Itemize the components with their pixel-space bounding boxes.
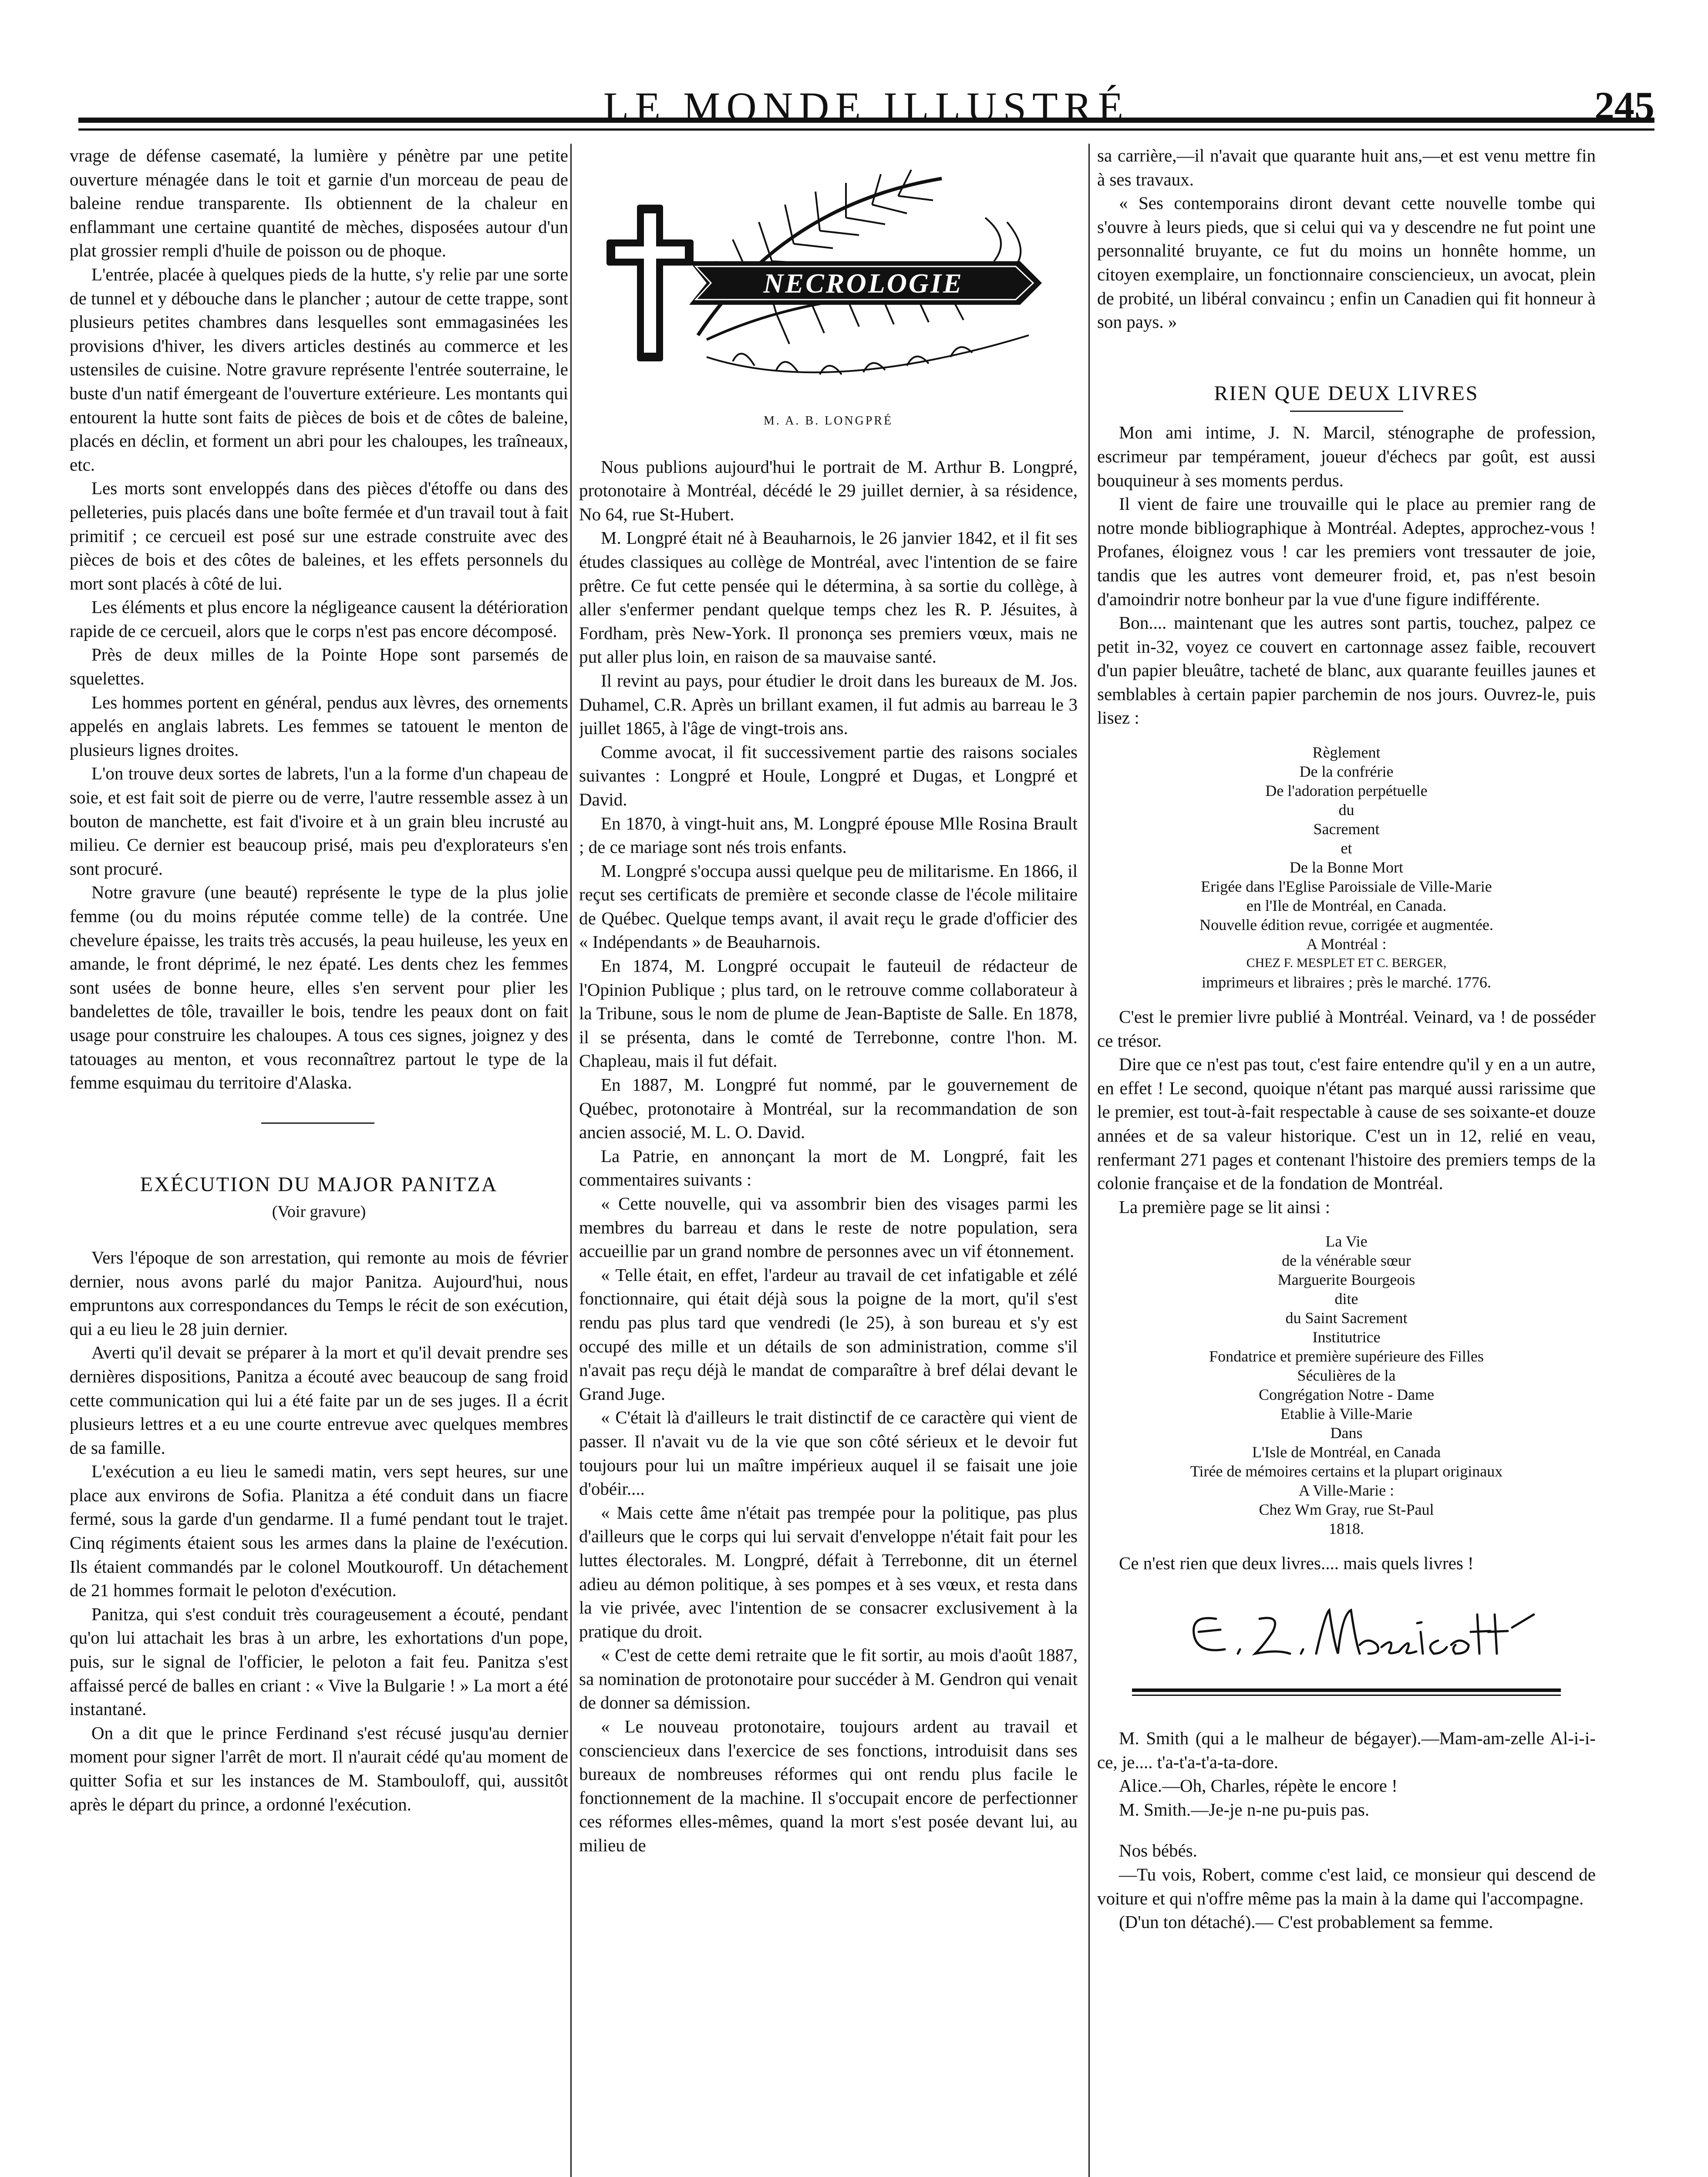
title-line: Institutrice bbox=[1312, 1328, 1381, 1346]
article-paragraph: M. Longpré était né à Beauharnois, le 26 janvier 1842, et il fit ses études classiques au collège de Montréal, avec l'intention de se faire prêtre. Ce fut cette pensée qui le détermina, à sa sortie du collège, à aller s'enfermer pendant quelque temps chez les R. P. Jésuites, à Fordham, près New-York. Il prononça ses premiers vœux, mais ne put aller plus loin, en raison de sa mauvaise santé. bbox=[579, 528, 1078, 667]
banner-text: NECROLOGIE bbox=[763, 268, 963, 299]
article-paragraph: Notre gravure (une beauté) représente le type de la plus jolie femme (ou du moins réputée comme telle) de la contrée. Une chevelure épaisse, les traits très accusés, la peau huileuse, les yeux en amande, le front déprimé, le nez épaté. Les dents chez les femmes sont usées de bonne heure, elles s'en servent pour plier les bandelettes de tôle, travailler le bois, tendre les peaux dont on fait usage pour construire les chaloupes. A tous ces signes, joignez y des tatouages au menton, et vous reconnaîtrez partout le type de la femme esquimau du territoire d'Alaska. bbox=[70, 882, 568, 1093]
article-paragraph: Panitza, qui s'est conduit très courageusement a écouté, pendant qu'on lui attachait les bras à un arbre, les exhortations d'un pope, puis, sur le signal de l'officier, le peloton a fait feu. Panitza s'est affaissé percé de balles en criant : « Vive la Bulgarie ! » La mort a été instantané. bbox=[70, 1604, 568, 1719]
article-paragraph: « Cette nouvelle, qui va assombrir bien des visages parmi les membres du barreau et dans le reste de notre population, sera accueillie par un grand nombre de personnes avec un vif étonnement. bbox=[579, 1193, 1078, 1261]
signature-image bbox=[1151, 1588, 1543, 1671]
article-paragraph: Ce n'est rien que deux livres.... mais quels livres ! bbox=[1119, 1553, 1474, 1574]
article-paragraph: Près de deux milles de la Pointe Hope sont parsemés de squelettes. bbox=[70, 644, 568, 689]
title-line: L'Isle de Montréal, en Canada bbox=[1252, 1443, 1441, 1461]
article-paragraph: Bon.... maintenant que les autres sont partis, touchez, palpez ce petit in-32, voyez ce couvert en cartonnage assez faible, recouvert d'un papier bleuâtre, tacheté de blanc, aux quarante feuilles jaunes et semblables à certain papier parchemin de nos jours. Ouvrez-le, puis lisez : bbox=[1097, 613, 1596, 728]
joke-paragraph: M. Smith (qui a le malheur de bégayer).—Mam-am-zelle Al-i-i-ce, je.... t'a-t'a-t'a-ta-dore. bbox=[1097, 1728, 1596, 1772]
title-line: La Vie bbox=[1325, 1233, 1368, 1250]
title-line: Séculières de la bbox=[1297, 1367, 1396, 1385]
article-paragraph: « Ses contemporains diront devant cette nouvelle tombe qui s'ouvre à leurs pieds, que si celui qui va y descendre ne fut point une personnalité bruyante, ce fut du moins un honnête homme, un citoyen exemplaire, un fonctionnaire consciencieux, un avocat, plein de probité, un libéral convaincu ; enfin un Canadien qui fit honneur à son pays. » bbox=[1097, 193, 1596, 332]
title-line: du Saint Sacrement bbox=[1285, 1309, 1408, 1327]
column-3 bbox=[1097, 144, 1596, 2177]
column-divider bbox=[1088, 144, 1090, 2177]
column-2 bbox=[579, 144, 1078, 2177]
joke-paragraph: —Tu vois, Robert, comme c'est laid, ce monsieur qui descend de voiture et qui n'offre même pas la main à la dame qui l'accompagne. bbox=[1097, 1864, 1596, 1908]
title-line: Fondatrice et première supérieure des Filles bbox=[1209, 1348, 1484, 1365]
page-number: 245 bbox=[1594, 84, 1654, 128]
title-line: Sacrement bbox=[1313, 820, 1380, 838]
article-paragraph: Comme avocat, il fit successivement partie des raisons sociales suivantes : Longpré et Houle, Longpré et Dugas, et Longpré et David. bbox=[579, 741, 1078, 809]
title-line: A Montréal : bbox=[1306, 935, 1387, 953]
column-divider bbox=[570, 144, 572, 2177]
article-paragraph: Il revint au pays, pour étudier le droit dans les bureaux de M. Jos. Duhamel, C.R. Après un brillant examen, il fut admis au barreau le 3 juillet 1865, à l'âge de vingt-trois ans. bbox=[579, 670, 1078, 738]
book-title-page-1 bbox=[1097, 743, 1596, 992]
title-line: Tirée de mémoires certains et la plupart originaux bbox=[1190, 1463, 1503, 1480]
article-paragraph: L'exécution a eu lieu le samedi matin, vers sept heures, sur une place aux environs de Sofia. Planitza a été conduit dans un fiacre fermé, sous la garde d'un gendarme. Il a fumé pendant tout le trajet. Cinq régiments étaient sous les armes dans la plaine de l'exécution. Ils étaient commandés par le colonel Moutkouroff. Un détachement de 21 hommes formait le peloton d'exécution. bbox=[70, 1461, 568, 1601]
title-line: Erigée dans l'Eglise Paroissiale de Ville-Marie bbox=[1201, 878, 1492, 896]
necrologie-banner-illustration bbox=[602, 152, 1055, 396]
article-paragraph: La première page se lit ainsi : bbox=[1119, 1196, 1330, 1217]
article-paragraph: Les morts sont enveloppés dans des pièces d'étoffe ou dans des pelleteries, puis placés dans une boîte fermée et d'un travail tout à fait primitif ; ce cercueil est posé sur une estrade construite avec des pièces de bois et des côtes de baleines, et les effets personnels du mort sont placés à côté de lui. bbox=[70, 478, 568, 593]
article-paragraph: L'on trouve deux sortes de labrets, l'un a la forme d'un chapeau de soie, et est fait soit de pierre ou de verre, l'autre ressemble assez à un bouton de manchette, est fait d'ivoire et à un grain bleu incrusté au milieu. Ce dernier est beaucoup prisé, mais peu d'explorateurs s'en sont procuré. bbox=[70, 763, 568, 879]
article-paragraph: « Telle était, en effet, l'ardeur au travail de cet infatigable et zélé fonctionnaire, qui était déjà sous la poigne de la mort, qu'il s'est rendu pas plus tard que vendredi (le 25), à son bureau et s'y est occupé des mille et un détails de son administration, comme s'il n'avait pas reçu déjà le mandat de comparaître à bref délai devant le Grand Juge. bbox=[579, 1264, 1078, 1404]
title-line: Nouvelle édition revue, corrigée et augmentée. bbox=[1199, 916, 1493, 934]
title-line: Congrégation Notre - Dame bbox=[1259, 1386, 1434, 1404]
section-double-rule bbox=[1132, 1688, 1561, 1696]
title-underline bbox=[1290, 411, 1403, 412]
section-title: EXÉCUTION DU MAJOR PANITZA bbox=[140, 1173, 498, 1196]
article-paragraph: « C'était là d'ailleurs le trait distinctif de ce caractère qui vient de passer. Il n'avait vu de la vie que son côté sérieux et le devoir fut toujours pour lui un maître impérieux auquel il se faisait une joie d'obéir.... bbox=[579, 1407, 1078, 1499]
joke-paragraph: (D'un ton détaché).— C'est probablement sa femme. bbox=[1119, 1912, 1493, 1932]
title-line: en l'Ile de Montréal, en Canada. bbox=[1246, 897, 1447, 915]
title-line: A Ville-Marie : bbox=[1298, 1482, 1395, 1500]
title-line: De la confrérie bbox=[1299, 763, 1394, 781]
article-paragraph: vrage de défense casematé, la lumière y pénètre par une petite ouverture ménagée dans le toit et garnie d'un morceau de peau de baleine rendue transparente. Ils obtiennent de la chaleur en enflammant une certaine quantité de mèches, disposées autour d'un plat grossier rempli d'huile de poisson ou de phoque. bbox=[70, 145, 568, 261]
article-paragraph: Il vient de faire une trouvaille qui le place au premier rang de notre monde bibliographique à Montréal. Adeptes, approchez-vous ! Profanes, éloignez vous ! car les premiers vont tressauter de joie, tandis que les autres vont demeurer froid, et, pas n'est besoin d'amoindrir notre bonheur par la vue d'une figure indifférente. bbox=[1097, 494, 1596, 609]
article-paragraph: Nous publions aujourd'hui le portrait de M. Arthur B. Longpré, protonotaire à Montréal, décédé le 29 juillet dernier, à sa résidence, No 64, rue St-Hubert. bbox=[579, 456, 1078, 524]
article-paragraph: On a dit que le prince Ferdinand s'est récusé jusqu'au dernier moment pour signer l'arrêt de mort. Il n'aurait cédé qu'au moment de quitter Sofia et sur les instances de M. Stambouloff, qui, aussitôt après le départ du prince, a ordonné l'exécution. bbox=[70, 1722, 568, 1814]
joke-paragraph: Nos bébés. bbox=[1119, 1840, 1197, 1861]
title-line: De l'adoration perpétuelle bbox=[1265, 782, 1428, 800]
column-1 bbox=[70, 144, 568, 2177]
title-line: imprimeurs et libraires ; près le marché. 1776. bbox=[1202, 974, 1491, 991]
joke-paragraph: M. Smith.—Je-je n-ne pu-puis pas. bbox=[1119, 1799, 1370, 1820]
portrait-caption: M. A. B. LONGPRÉ bbox=[763, 414, 893, 428]
title-line: et bbox=[1341, 839, 1352, 857]
article-paragraph: Les éléments et plus encore la négligeance causent la détérioration rapide de ce cercueil, alors que le corps n'est pas encore décomposé. bbox=[70, 597, 568, 641]
title-line: CHEZ F. MESPLET ET C. BERGER, bbox=[1246, 956, 1447, 971]
article-paragraph: Les hommes portent en général, pendus aux lèvres, des ornements appelés en anglais labrets. Les femmes se tatouent le menton de plusieurs lignes droites. bbox=[70, 692, 568, 760]
article-paragraph: La Patrie, en annonçant la mort de M. Longpré, fait les commentaires suivants : bbox=[579, 1146, 1078, 1190]
title-line: De la Bonne Mort bbox=[1290, 859, 1403, 876]
title-line: Dans bbox=[1330, 1424, 1363, 1442]
article-paragraph: Dire que ce n'est pas tout, c'est faire entendre qu'il y en a un autre, en effet ! Le second, quoique n'étant pas marqué aussi rarissime que le premier, est tout-à-fait respectable à cause de ses soixante-et douze années et de sa valeur historique. C'est un in 12, relié en veau, renfermant 271 pages et contenant l'histoire des premiers temps de la colonie française et de la fondation de Montréal. bbox=[1097, 1054, 1596, 1193]
article-paragraph: « Mais cette âme n'était pas trempée pour la politique, pas plus d'ailleurs que le corps qui lui servait d'enveloppe n'était fait pour les luttes électorales. M. Longpré, défait à Terrebonne, dit un éternel adieu au démon politique, à ses pompes et à ses vœux, et resta dans la vie privée, avec l'intention de se consacrer exclusivement à la pratique du droit. bbox=[579, 1502, 1078, 1641]
title-line: 1818. bbox=[1329, 1520, 1364, 1538]
joke-paragraph: Alice.—Oh, Charles, répète le encore ! bbox=[1119, 1776, 1398, 1796]
title-line: Etablie à Ville-Marie bbox=[1280, 1405, 1413, 1423]
title-line: Règlement bbox=[1312, 744, 1381, 762]
title-line: dite bbox=[1334, 1290, 1358, 1308]
article-paragraph: « Le nouveau protonotaire, toujours ardent au travail et consciencieux dans l'exercice de ses fonctions, introduisit dans ses bureaux de nombreuses réformes qui ont rendu plus facile le fonctionnement de la machine. Il s'occupait encore de perfectionner ces réformes elles-mêmes, quand la mort s'est posée devant lui, au milieu de bbox=[579, 1716, 1078, 1856]
article-paragraph: C'est le premier livre publié à Montréal. Veinard, va ! de posséder ce trésor. bbox=[1097, 1007, 1596, 1051]
article-paragraph: En 1870, à vingt-huit ans, M. Longpré épouse Mlle Rosina Brault ; de ce mariage sont nés trois enfants. bbox=[579, 813, 1078, 857]
section-subtitle: (Voir gravure) bbox=[272, 1203, 366, 1221]
title-line: Marguerite Bourgeois bbox=[1277, 1271, 1415, 1289]
title-line: de la vénérable sœur bbox=[1282, 1252, 1411, 1270]
masthead-rule-thin bbox=[78, 128, 1654, 131]
title-line: Chez Wm Gray, rue St-Paul bbox=[1259, 1501, 1434, 1519]
article-paragraph: « C'est de cette demi retraite que le fit sortir, au mois d'août 1887, sa nomination de protonotaire pour succéder à M. Gendron qui venait de donner sa démission. bbox=[579, 1645, 1078, 1713]
article-paragraph: sa carrière,—il n'avait que quarante huit ans,—et est venu mettre fin à ses travaux. bbox=[1097, 145, 1596, 189]
newspaper-title: LE MONDE ILLUSTRÉ bbox=[603, 84, 1130, 130]
book-title-page-2 bbox=[1097, 1232, 1596, 1538]
article-paragraph: Mon ami intime, J. N. Marcil, sténographe de profession, escrimeur par tempérament, joueur d'échecs par goût, est aussi bouquineur à ses moments perdus. bbox=[1097, 422, 1596, 490]
section-separator bbox=[70, 1095, 568, 1156]
article-paragraph: M. Longpré s'occupa aussi quelque peu de militarisme. En 1866, il reçut ses certificats de première et seconde classe de l'école militaire de Québec. Quelque temps avant, il avait reçu le grade d'officier des « Indépendants » de Beauharnois. bbox=[579, 860, 1078, 952]
masthead bbox=[78, 65, 1654, 135]
article-paragraph: L'entrée, placée à quelques pieds de la hutte, s'y relie par une sorte de tunnel et y débouche dans le plancher ; autour de cette trappe, sont plusieurs petites chambres dans lesquelles sont emmagasinées les provisions d'hiver, les divers articles destinés au commerce et les ustensiles de cuisine. Notre gravure représente l'entrée souterraine, le buste d'un natif émergeant de l'ouverture extérieure. Les montants qui entourent la hutte sont faits de pièces de bois et de côtes de baleine, placés en déclin, et forment un abri pour les chaloupes, les traîneaux, etc. bbox=[70, 264, 568, 475]
section-title: RIEN QUE DEUX LIVRES bbox=[1214, 381, 1479, 405]
section-separator bbox=[1097, 334, 1596, 364]
article-paragraph: Vers l'époque de son arrestation, qui remonte au mois de février dernier, nous avons parlé du major Panitza. Aujourd'hui, nous empruntons aux correspondances du Temps le récit de son exécution, qui a eu lieu le 28 juin dernier. bbox=[70, 1247, 568, 1339]
masthead-rule-thick bbox=[78, 118, 1654, 123]
title-line: du bbox=[1338, 801, 1354, 819]
article-paragraph: Averti qu'il devait se préparer à la mort et qu'il devait prendre ses dernières dispositions, Panitza a écouté avec beaucoup de sang froid cette communication qui lui a été faite par un de ses juges. Il a écrit plusieurs lettres et a eu une courte entrevue avec quelques membres de sa famille. bbox=[70, 1342, 568, 1458]
article-paragraph: En 1887, M. Longpré fut nommé, par le gouvernement de Québec, protonotaire à Montréal, sur la recommandation de son ancien associé, M. L. O. David. bbox=[579, 1075, 1078, 1142]
article-paragraph: En 1874, M. Longpré occupait le fauteuil de rédacteur de l'Opinion Publique ; plus tard, on le retrouve comme collaborateur à la Tribune, sous le nom de plume de Jean-Baptiste de Salle. En 1878, il se présenta, dans le comté de Terrebonne, contre l'hon. M. Chapleau, mais il fut défait. bbox=[579, 956, 1078, 1071]
